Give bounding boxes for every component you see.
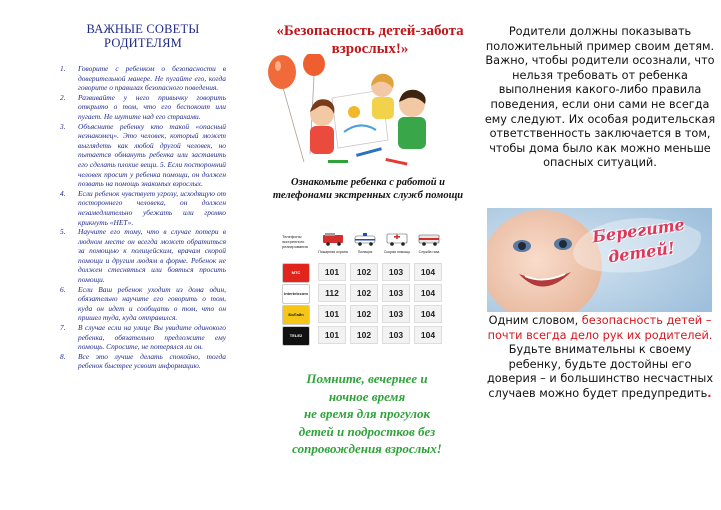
operator-logo bbox=[282, 263, 310, 283]
phone-number-cell: 101 bbox=[318, 305, 346, 323]
operator-logo bbox=[282, 284, 310, 304]
advice-text: В случае если на улице Вы увидите одинокого ребенка, обязательно предложите ему помощь. Спросите, не потерялся ли он. bbox=[78, 323, 226, 352]
phone-number-cell: 102 bbox=[350, 326, 378, 344]
advice-text: Научите его тому, что в случае потери в людном месте он всегда может обратиться за помощью к полицейским, врачам скорой помощи и другим людям в форме. Ребенок не должен стесняться или бояться просить помощи. bbox=[78, 227, 226, 285]
phone-number-cell: 101 bbox=[318, 326, 346, 344]
advice-column bbox=[0, 0, 240, 510]
phone-number-cell: 104 bbox=[414, 326, 442, 344]
phone-number-cell: 103 bbox=[382, 305, 410, 323]
advice-number: 6. bbox=[60, 284, 66, 294]
advice-number: 4. bbox=[60, 188, 66, 198]
operator-name: MTC bbox=[291, 270, 301, 275]
final-mark: . bbox=[707, 386, 712, 400]
advice-number: 8. bbox=[60, 351, 66, 361]
phone-number-cell: 102 bbox=[350, 305, 378, 323]
advice-heading: ВАЖНЫЕ СОВЕТЫ РОДИТЕЛЯМ bbox=[86, 22, 200, 50]
brochure-title: «Безопасность детей-забота взрослых!» bbox=[276, 23, 464, 57]
phone-number-cell: 104 bbox=[414, 284, 442, 302]
advice-item bbox=[60, 323, 226, 352]
advice-item bbox=[60, 122, 226, 189]
advice-item bbox=[60, 285, 226, 323]
fire-truck-icon bbox=[322, 232, 344, 246]
service-ambulance: Скорая помощь bbox=[382, 228, 412, 260]
photo-caption-box bbox=[568, 214, 708, 278]
advice-text: Если ребенок чувствует угрозу, исходящую от постороннего человека, он должен незамедлительно убежать или громко крикнуть «НЕТ». bbox=[78, 188, 226, 227]
service-fire: Пожарная охрана bbox=[318, 228, 348, 260]
phone-number-cell: 104 bbox=[414, 305, 442, 323]
emergency-column bbox=[240, 0, 482, 510]
phone-number-cell: 103 bbox=[382, 284, 410, 302]
advice-item bbox=[60, 64, 226, 93]
phone-number-cell: 103 bbox=[382, 326, 410, 344]
advice-item bbox=[60, 93, 226, 122]
table-row bbox=[280, 262, 468, 282]
advice-number: 1. bbox=[60, 64, 66, 73]
table-row bbox=[280, 325, 468, 345]
advice-number: 3. bbox=[60, 121, 66, 131]
police-car-icon bbox=[354, 232, 376, 246]
phone-number-cell: 103 bbox=[382, 263, 410, 281]
ambulance-icon bbox=[386, 232, 408, 246]
operator-name: БиЛайн bbox=[288, 312, 304, 317]
service-gas: Служба газа bbox=[414, 228, 444, 260]
table-row bbox=[280, 283, 468, 303]
emergency-subtitle: Ознакомьте ребенка с работой и телефонами экстренных служб помощи bbox=[272, 177, 464, 201]
advice-number: 2. bbox=[60, 92, 66, 102]
phone-number-cell: 112 bbox=[318, 284, 346, 302]
children-drawing-illustration bbox=[262, 54, 472, 172]
operator-name: Intertelecom bbox=[284, 291, 308, 296]
final-start: Одним словом, bbox=[488, 314, 582, 327]
phone-number-cell: 101 bbox=[318, 263, 346, 281]
final-paragraph bbox=[484, 314, 716, 402]
advice-text: Все это лучше делать спокойно, тогда ребенок быстрее усвоит информацию. bbox=[78, 351, 226, 371]
phone-number-cell: 102 bbox=[350, 263, 378, 281]
table-row bbox=[280, 304, 468, 324]
table-header bbox=[280, 228, 468, 260]
photo-caption: Берегите детей! bbox=[591, 214, 686, 267]
advice-text: Объясните ребенку кто такой «опасный незнакомец». Это человек, который может выглядеть как любой другой человек, но пытается обмануть ребенка или заставить его сделать плохие вещи. 5. Если посторонний человек просит у ребенка помощи, он должен позвать на помощь знакомых взрослых. bbox=[78, 121, 226, 189]
final-highlight: безопасность детей – почти всегда дело рук их родителей. bbox=[487, 314, 713, 342]
final-end: Будьте внимательны к своему ребенку, будьте достойны его доверия – и большинство несчастных случаев можно будет предупредить bbox=[486, 343, 714, 400]
service-police: Полиция bbox=[350, 228, 380, 260]
advice-number: 5. bbox=[60, 227, 66, 237]
operator-name: TELE2 bbox=[289, 333, 303, 338]
advice-text: Развивайте у него привычку говорить открыто о том, что его беспокоит или пугает. Не шутите над его страхами. bbox=[78, 92, 226, 121]
parents-column bbox=[482, 0, 721, 510]
emergency-phone-table bbox=[280, 228, 468, 346]
advice-item bbox=[60, 352, 226, 371]
advice-text: Говорите с ребенком о безопасности в доверительной манере. Не пугайте его, когда говорите о правилах безопасного поведения. bbox=[78, 64, 226, 93]
advice-item bbox=[60, 189, 226, 227]
operator-logo bbox=[282, 305, 310, 325]
advice-item bbox=[60, 227, 226, 285]
phone-number-cell: 104 bbox=[414, 263, 442, 281]
parents-paragraph: Родители должны показывать положительный пример своим детям. Важно, чтобы родители осознали, что нельзя требовать от ребенка выполнения какого-либо правила поведения, если они сами не всегда ему следуют. Их особая родительская ответственность заключается в том, чтобы дома было как можно меньше опасных ситуаций. bbox=[484, 25, 716, 170]
operator-logo bbox=[282, 326, 310, 346]
advice-text: Если Ваш ребенок уходит из дома один, обязательно научите его говорить о том, куда он идет и сообщать о том, что он пришел туда, куда отправился. bbox=[78, 284, 226, 323]
gas-truck-icon bbox=[418, 232, 440, 246]
reminder-text: Помните, вечернее и ночное время не время для прогулок детей и подростков без сопровождения взрослых! bbox=[292, 371, 442, 456]
header-label: Телефоны экстренного реагирования bbox=[282, 234, 308, 249]
advice-list bbox=[60, 64, 226, 371]
phone-number-cell: 102 bbox=[350, 284, 378, 302]
advice-number: 7. bbox=[60, 323, 66, 333]
